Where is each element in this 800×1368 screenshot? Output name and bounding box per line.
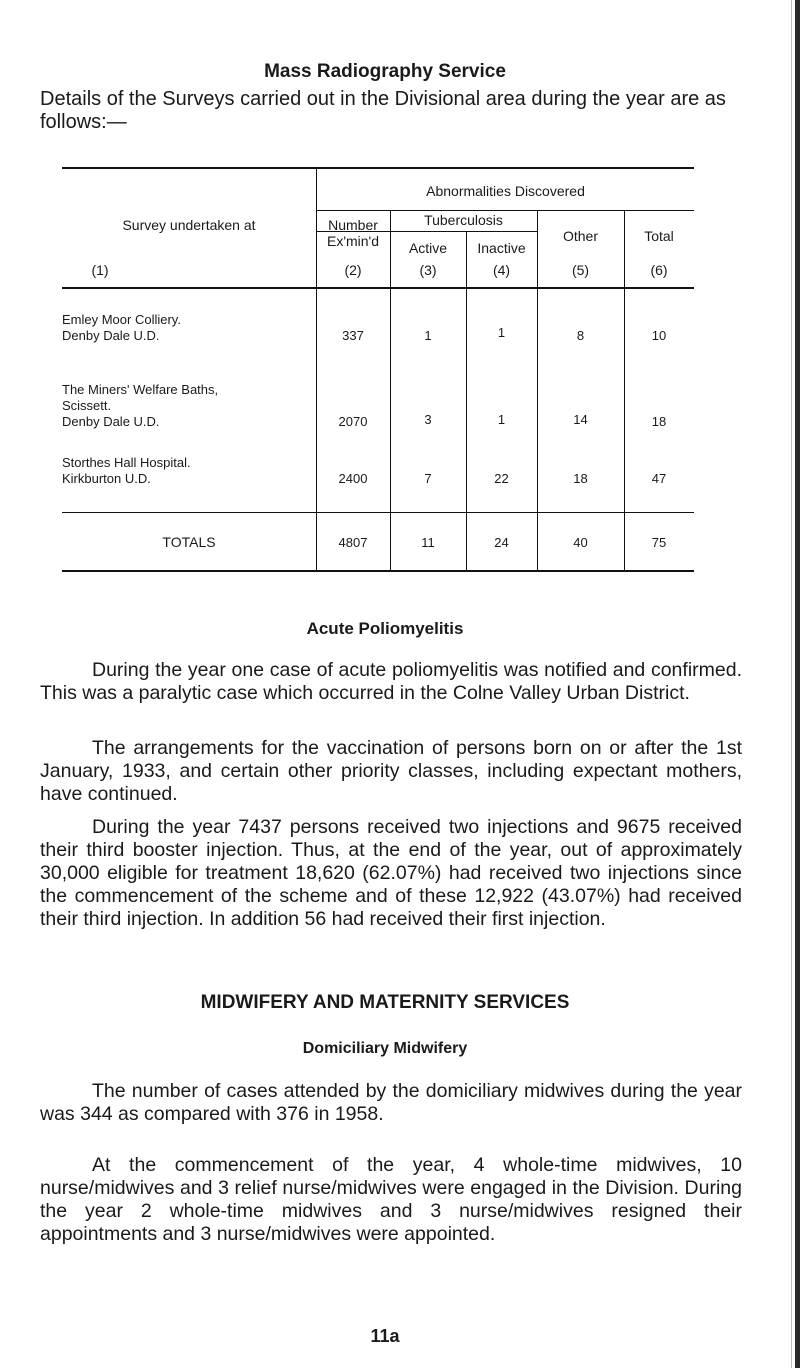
header-total-num: (6)	[650, 262, 668, 278]
polio-paragraph-3: During the year 7437 persons received two injections and 9675 received their third booster injection. Thus, at the end of the year, out of approximately 30,000 eligible for treatment 18,620 (62.07%) had received two injections since the commencement of the scheme and of these 12,922 (43.07%) had received their third injection. In addition 56 had received their first injection.	[40, 816, 742, 930]
row1-number: 337	[342, 328, 364, 343]
row1-active: 1	[424, 328, 432, 343]
midwifery-title: MIDWIFERY AND MATERNITY SERVICES	[200, 992, 570, 1013]
survey-table	[62, 167, 694, 572]
row3-label-line1: Storthes Hall Hospital.	[62, 455, 191, 470]
row2-label-line3: Denby Dale U.D.	[62, 414, 160, 429]
header-number-num: (2)	[344, 262, 362, 278]
row2-label-line2: Scissett.	[62, 398, 112, 413]
page-heading: Mass Radiography Service	[264, 61, 506, 82]
row1-total: 10	[651, 328, 667, 343]
header-number-sub: Ex'min'd	[326, 233, 380, 249]
totals-number: 4807	[338, 535, 368, 550]
header-survey: Survey undertaken at	[122, 217, 256, 233]
row3-other: 18	[573, 471, 588, 486]
row1-inactive: 1	[497, 325, 506, 340]
header-active: Active	[408, 240, 448, 256]
header-tuberculosis: Tuberculosis	[424, 212, 503, 228]
page-edge	[795, 0, 800, 1368]
row3-total: 47	[651, 471, 667, 486]
header-inactive-num: (4)	[492, 262, 511, 278]
row2-number: 2070	[338, 414, 368, 429]
row3-label-line2: Kirkburton U.D.	[62, 471, 151, 486]
table-bottom-rule	[62, 570, 694, 572]
page-number: 11a	[370, 1326, 400, 1346]
table-top-rule	[62, 167, 694, 169]
row1-label-line2: Denby Dale U.D.	[62, 328, 160, 343]
header-active-num: (3)	[419, 262, 437, 278]
row2-other: 14	[573, 412, 588, 427]
header-abnormalities: Abnormalities Discovered	[426, 183, 585, 199]
header-other-num: (5)	[571, 262, 590, 278]
row3-number: 2400	[338, 471, 368, 486]
row3-inactive: 22	[494, 471, 509, 486]
header-other: Other	[562, 228, 598, 244]
row1-other: 8	[576, 328, 585, 343]
polio-title: Acute Poliomyelitis	[306, 619, 464, 638]
row2-inactive: 1	[497, 412, 506, 427]
totals-active: 11	[421, 535, 435, 550]
midwifery-subtitle: Domiciliary Midwifery	[302, 1040, 468, 1057]
abnormalities-rule	[317, 210, 694, 211]
totals-total: 75	[651, 535, 667, 550]
row1-label-line1: Emley Moor Colliery.	[62, 312, 181, 327]
totals-other: 40	[573, 535, 588, 550]
col-rule-3	[466, 231, 467, 572]
midwifery-paragraph-2: At the commencement of the year, 4 whole-time midwives, 10 nurse/midwives and 3 relief nurse/midwives were engaged in the Division. During the year 2 whole-time midwives and 3 nurse/midwives resigned their appointments and 3 nurse/midwives were appointed.	[40, 1154, 742, 1245]
header-number: Number	[328, 217, 378, 233]
polio-paragraph-1: During the year one case of acute poliomyelitis was notified and confirmed. This was a paralytic case which occurred in the Colne Valley Urban District.	[40, 659, 742, 704]
polio-paragraph-2: The arrangements for the vaccination of persons born on or after the 1st January, 1933, and certain other priority classes, including expectant mothers, have continued.	[40, 737, 742, 805]
totals-inactive: 24	[494, 535, 509, 550]
row3-active: 7	[424, 471, 432, 486]
header-total: Total	[644, 228, 674, 244]
midwifery-paragraph-1: The number of cases attended by the domiciliary midwives during the year was 344 as compared with 376 in 1958.	[40, 1080, 742, 1125]
header-inactive: Inactive	[477, 240, 526, 256]
row2-active: 3	[424, 412, 432, 427]
row2-label-line1: The Miners' Welfare Baths,	[62, 382, 219, 397]
page-edge-line	[791, 0, 792, 1368]
header-survey-num: (1)	[91, 262, 109, 278]
row2-total: 18	[651, 414, 667, 429]
intro-text: Details of the Surveys carried out in the Divisional area during the year are as follows:—	[40, 88, 726, 133]
totals-top-rule	[62, 512, 694, 513]
totals-label: TOTALS	[162, 534, 216, 550]
header-bottom-rule	[62, 287, 694, 289]
